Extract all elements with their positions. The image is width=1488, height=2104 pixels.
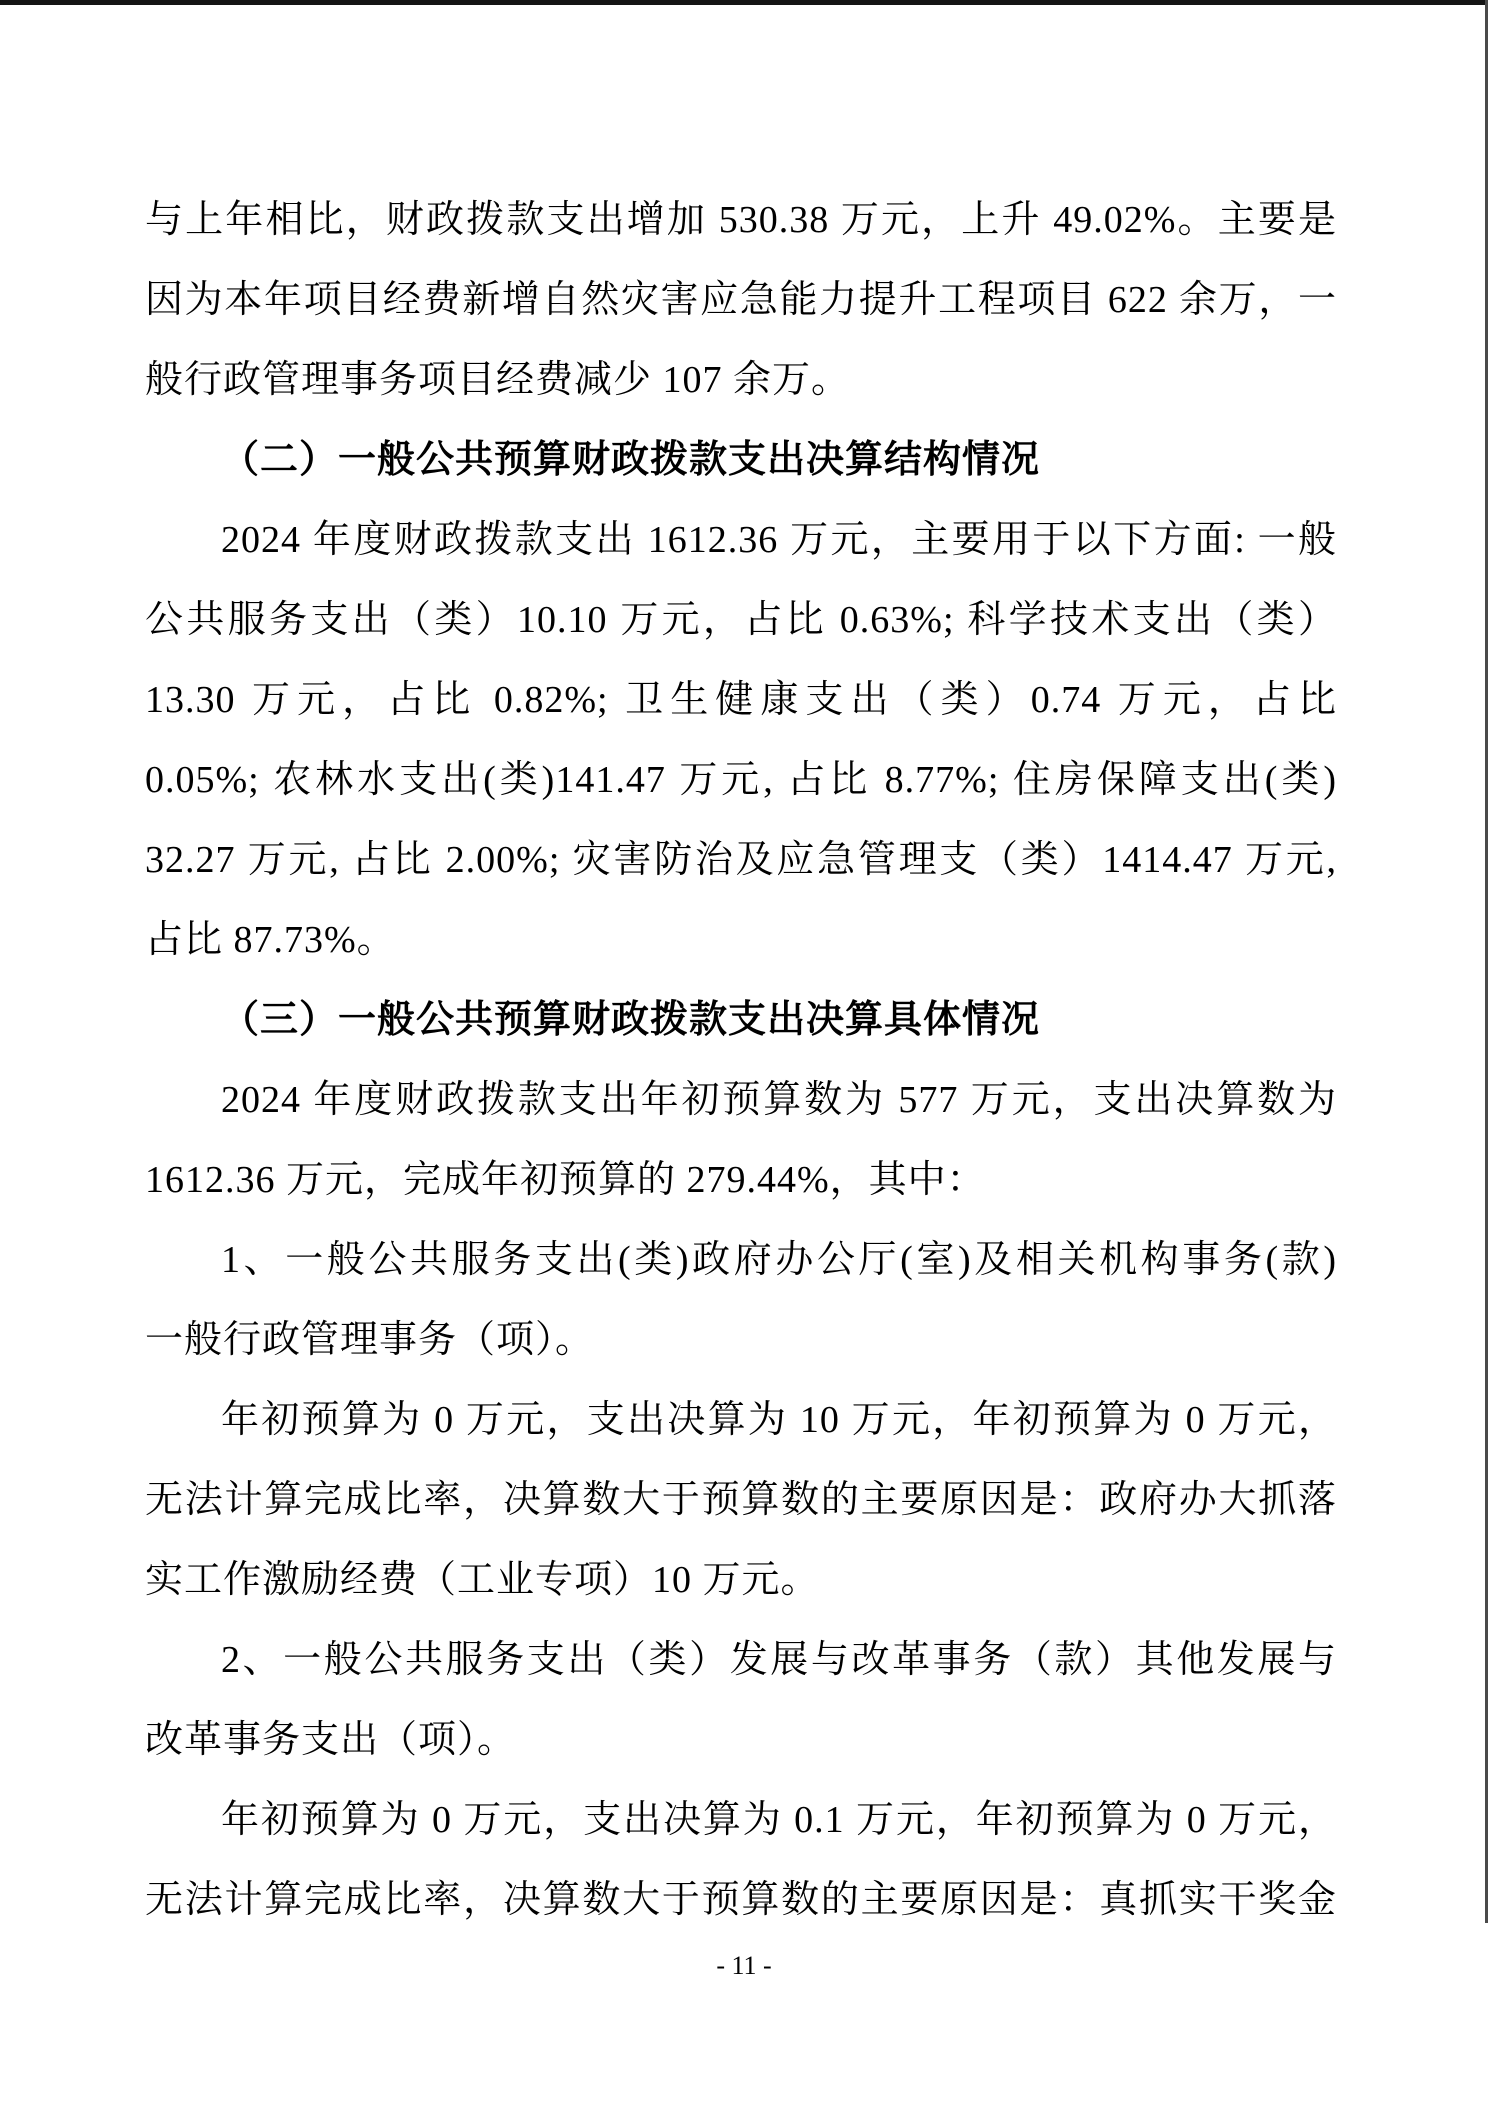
text-line: 13.30 万元，占比 0.82%; 卫生健康支出（类）0.74 万元，占比 <box>145 679 1337 721</box>
page-top-border <box>0 0 1488 5</box>
text-line: 般行政管理事务项目经费减少 107 余万。 <box>145 359 851 401</box>
text-line: 0.05%; 农林水支出(类)141.47 万元, 占比 8.77%; 住房保障支出(类) <box>145 759 1337 801</box>
text-line: 公共服务支出（类）10.10 万元，占比 0.63%; 科学技术支出（类） <box>145 599 1337 641</box>
text-line: 一般行政管理事务（项）。 <box>145 1319 595 1361</box>
text-line: 实工作激励经费（工业专项）10 万元。 <box>145 1559 820 1601</box>
text-line: 32.27 万元, 占比 2.00%; 灾害防治及应急管理支（类）1414.47 万元, <box>145 839 1337 881</box>
page-number: - 11 - <box>716 1951 772 1980</box>
text-line: 年初预算为 0 万元，支出决算为 10 万元，年初预算为 0 万元， <box>221 1399 1337 1441</box>
text-line: 2024 年度财政拨款支出年初预算数为 577 万元，支出决算数为 <box>221 1079 1337 1121</box>
section-heading: （二）一般公共预算财政拨款支出决算结构情况 <box>221 439 1041 481</box>
text-line: 因为本年项目经费新增自然灾害应急能力提升工程项目 622 余万，一 <box>145 279 1337 321</box>
text-line: 2、一般公共服务支出（类）发展与改革事务（款）其他发展与 <box>221 1639 1337 1681</box>
text-line: 改革事务支出（项）。 <box>145 1719 517 1761</box>
text-line: 无法计算完成比率，决算数大于预算数的主要原因是：真抓实干奖金 <box>145 1879 1337 1921</box>
text-line: 1、一般公共服务支出(类)政府办公厅(室)及相关机构事务(款) <box>221 1239 1337 1281</box>
text-line: 占比 87.73%。 <box>145 919 396 961</box>
section-heading: （三）一般公共预算财政拨款支出决算具体情况 <box>221 999 1041 1041</box>
text-line: 与上年相比，财政拨款支出增加 530.38 万元，上升 49.02%。主要是 <box>145 199 1337 241</box>
text-line: 年初预算为 0 万元，支出决算为 0.1 万元，年初预算为 0 万元， <box>221 1799 1337 1841</box>
text-line: 无法计算完成比率，决算数大于预算数的主要原因是：政府办大抓落 <box>145 1479 1337 1521</box>
text-line: 1612.36 万元，完成年初预算的 279.44%，其中： <box>145 1159 986 1201</box>
text-line: 2024 年度财政拨款支出 1612.36 万元，主要用于以下方面: 一般 <box>221 519 1337 561</box>
document-body <box>145 180 1337 1940</box>
